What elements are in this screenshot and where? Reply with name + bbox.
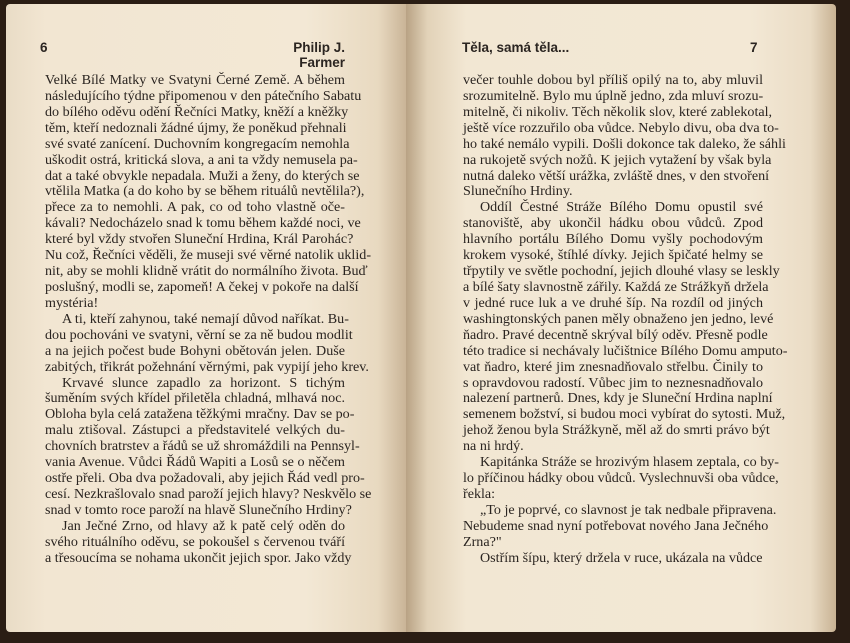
text-line: krokem vysoké, štíhlé dívky. Jejich špičaté helmy se xyxy=(463,247,763,264)
text-line: dou pochováni ve svatyni, věrní se za ně budou modlit xyxy=(45,326,353,343)
text-line: Velké Bílé Matky ve Svatyni Černé Země. A během xyxy=(45,72,345,88)
text-line: Jan Ječné Zrno, od hlavy až k patě celý oděn do xyxy=(62,517,345,534)
text-line: do bílého oděvu odění Řečníci Matky, kněží a kněžky xyxy=(45,103,349,120)
running-header: Těla, samá těla... xyxy=(462,40,570,55)
text-line: šuměním svých křídel přiletěla chladná, mlhavá noc. xyxy=(45,390,345,407)
text-line: washingtonských panen měly obnaženo jen jedno, levé xyxy=(463,310,774,327)
text-line: jehož ženou byla Strážkyně, měl až do smrti právo být xyxy=(463,422,770,439)
text-line: s opravdovou radostí. Vůbec jim to neznesnadňovalo xyxy=(463,374,763,391)
text-line: Obloha byla celá zatažena těžkými mračny. Dav se po- xyxy=(45,406,355,423)
text-line: uškodit ostrá, kritická slova, a ani ta vždy nemusela pa- xyxy=(45,151,358,168)
text-line: A ti, kteří zahynou, také nemají důvod naříkat. Bu- xyxy=(62,310,349,327)
text-line: vtělila Matka (a do koho by se během rituálů nevtělila?), xyxy=(45,183,365,200)
running-header: Philip J. Farmer xyxy=(293,40,345,70)
text-line: vat ňadro, které jim znesnadňovalo střelbu. Činily to xyxy=(463,358,763,375)
text-line: na ni hrdý. xyxy=(463,438,524,455)
text-line: nutná daleko větší urážka, zvláště dnes, v den stvoření xyxy=(463,167,770,184)
text-line: ostře přeli. Oba dva požadovali, aby jejich Řád vedl pro- xyxy=(45,470,365,487)
body-text xyxy=(45,72,372,567)
text-line: svého rituálního oděvu, se pokoušel s červenou tváří xyxy=(45,533,345,550)
text-line: kávali? Nedocházelo snad k tomu během každé noci, ve xyxy=(45,215,361,232)
text-line: nit, aby se mohli klidně vrátit do normálního života. Buď xyxy=(45,263,368,280)
text-line: chovních bratrstev a řádů se už shromáždili na Pennsyl- xyxy=(45,438,360,455)
text-line: semenem božství, si budou moci vybírat do sytosti. Muž, xyxy=(463,406,786,423)
text-line: Nebudeme snad nyní potřebovat nového Jana Ječného xyxy=(463,517,769,534)
text-line: na rukojetě svých nožů. K jejich vytažení by však byla xyxy=(463,151,772,168)
text-line: snad v tomto roce paroží na hlavě Slunečního Hrdiny? xyxy=(45,501,352,518)
text-line: mystéria! xyxy=(45,294,99,311)
page-number: 7 xyxy=(750,40,758,55)
text-line: následujícího týdne připomenou v den pátečního Sabatu xyxy=(45,87,362,104)
text-line: cesí. Nezkrašlovalo snad paroží jejich hlavy? Neskvělo se xyxy=(45,485,372,502)
text-line: přece za to nemohli. A pak, co od toho vlastně oče- xyxy=(45,199,345,216)
text-line: stanoviště, aby ukončil hádku obou vůdců. Zpod xyxy=(463,215,763,232)
text-line: které byl vždy stvořen Sluneční Hrdina, Král Parohác? xyxy=(45,231,354,248)
text-line: lo příčinou hádky obou vůdců. Vyslechnuvši oba vůdce, xyxy=(463,470,779,487)
text-line: Zrna?" xyxy=(463,533,502,550)
text-line: a bílé šaty slavnostně zářily. Každá ze Strážkyň držela xyxy=(463,278,769,295)
text-line: své svaté zanícení. Duchovním kongregacím nemohla xyxy=(45,135,350,152)
text-line: ňadro. Pravé decentně skrýval bílý oděv. Přesně podle xyxy=(463,326,768,343)
text-line: večer touhle dobou byl příliš opilý na to, aby mluvil xyxy=(463,72,763,88)
text-line: Nu což, Řečníci věděli, že museji své věrné natolik uklid- xyxy=(45,247,372,264)
text-line: těm, kteří nedoznali žádné újmy, že poněkud přehnali xyxy=(45,119,347,136)
text-line: ho také nemálo vypili. Došli dokonce tak daleko, že sáhli xyxy=(463,135,786,152)
page-number: 6 xyxy=(40,40,48,55)
text-line: vania Avenue. Vůdci Řádů Wapiti a Losů se o něčem xyxy=(45,454,345,471)
text-line: řekla: xyxy=(463,485,496,502)
text-line: Ostřím šípu, který držela v ruce, ukázala na vůdce xyxy=(480,549,763,566)
text-line: nalezení partnerů. Dnes, kdy je Sluneční Hrdina naplní xyxy=(463,390,773,407)
right-page xyxy=(406,4,836,632)
text-line: hlavního portálu Bílého Domu vyšly pochodovým xyxy=(463,231,763,248)
text-line: Kapitánka Stráže se hrozivým hlasem zeptala, co by- xyxy=(480,454,779,471)
text-line: Slunečního Hrdiny. xyxy=(463,183,573,200)
text-line: Oddíl Čestné Stráže Bílého Domu opustil své xyxy=(480,199,763,216)
text-line: ještě více rozzuřilo oba vůdce. Nebylo divu, oba dva to- xyxy=(463,119,779,136)
text-line: Krvavé slunce zapadlo za horizont. S tichým xyxy=(62,374,345,391)
text-line: a třesoucíma se nohama ukončit jejich spor. Jako vždy xyxy=(45,549,352,566)
text-line: a na jejich počest bude Bohyni obětován jelen. Duše xyxy=(45,342,345,359)
text-line: srozumitelně. Bylo mu úplně jedno, zda mluví srozu- xyxy=(463,87,764,104)
text-line: dat a také obvykle nepadala. Muži a ženy, do kterých se xyxy=(45,167,360,184)
text-line: v jedné ruce luk a ve druhé šíp. Na rozdíl od jiných xyxy=(463,294,763,311)
text-line: mitelně, či nikoliv. Těch několik slov, které zablekotal, xyxy=(463,103,773,120)
text-line: této tradice si nechávaly lučištnice Bílého Domu amputo- xyxy=(463,342,788,359)
text-line: třpytily ve světle pochodní, jejich dlouhé vlasy se leskly xyxy=(463,263,780,280)
body-text xyxy=(463,72,788,567)
left-page xyxy=(6,4,406,632)
text-line: malu ztišoval. Zástupci a představitelé velkých du- xyxy=(45,422,345,439)
text-line: poslušný, modli se, zapomeň! A čekej v pokoře na další xyxy=(45,278,359,295)
text-line: zabitých, třikrát požehnání věrnými, pak vypijí jeho krev. xyxy=(45,358,369,375)
text-line: „To je poprvé, co slavnost je tak nedbale připravena. xyxy=(480,501,777,518)
